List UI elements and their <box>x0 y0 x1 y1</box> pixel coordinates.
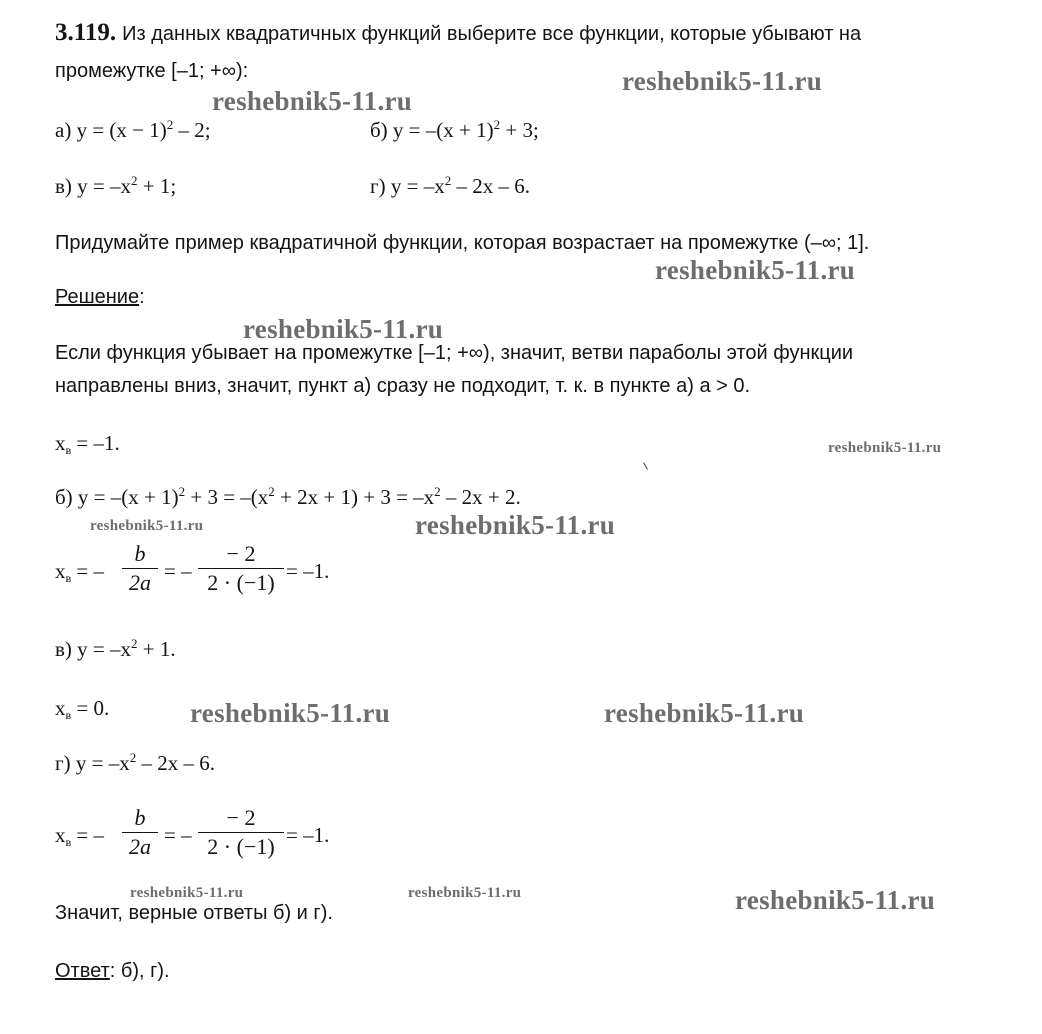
problem-statement-line2: промежутке [–1; +∞): <box>55 60 249 82</box>
solution-b-line: б) $у = -(x + 1)^2 + 3 = -(x^2 + 2x + 1) + 3 = -x^2 - 2x + 2$. <box>55 484 521 509</box>
answer: Ответ: б), г). <box>55 960 170 982</box>
watermark: reshebnik5-11.ru <box>604 698 805 728</box>
vertex-formula-2-result: = –1. <box>286 823 330 847</box>
solution-g-line: г) $у = -x^2 - 2x - 6$. <box>55 750 215 775</box>
fraction-numeric-1: $\frac{- 2}{2 \cdot (-1)}$ <box>198 540 284 597</box>
watermark: reshebnik5-11.ru <box>408 885 522 901</box>
watermark: reshebnik5-11.ru <box>828 440 942 456</box>
extra-task: Придумайте пример квадратичной функции, которая возрастает на промежутке (–∞; 1]. <box>55 232 870 254</box>
problem-statement-line1 <box>55 20 861 47</box>
watermark: reshebnik5-11.ru <box>415 510 616 540</box>
solution-paragraph-line2: направлены вниз, значит, пункт а) сразу не подходит, т. к. в пункте а) a > 0. <box>55 375 751 397</box>
watermark: reshebnik5-11.ru <box>190 698 391 728</box>
vertex-formula-1-result: = –1. <box>286 559 330 583</box>
watermark: reshebnik5-11.ru <box>90 518 204 534</box>
vertex-a: $x_в = -1$. <box>55 431 120 457</box>
option-b: б) $у = -(x + 1)^2 + 3$; <box>370 117 539 142</box>
fraction-b-over-2a-1: $\frac{b}{2a}$ <box>122 540 158 597</box>
option-a: а) $у = (x - 1)^2 - 2$; <box>55 117 211 142</box>
watermark: reshebnik5-11.ru <box>212 86 413 116</box>
watermark: reshebnik5-11.ru <box>622 66 823 96</box>
watermark: reshebnik5-11.ru <box>130 885 244 901</box>
stray-mark <box>643 462 648 469</box>
solution-heading: Решение: <box>55 286 145 308</box>
problem-text: Из данных квадратичных функций выберите все функции, которые убывают на <box>122 23 862 45</box>
fraction-numeric-2: $\frac{- 2}{2 \cdot (-1)}$ <box>198 804 284 861</box>
vertex-formula-2-eq: = – <box>164 823 192 847</box>
vertex-formula-1-eq: = – <box>164 559 192 583</box>
solution-paragraph-line1: Если функция убывает на промежутке [–1; +∞), значит, ветви параболы этой функции <box>55 342 854 364</box>
option-v: в) $у = -x^2 + 1$; <box>55 173 177 198</box>
watermark: reshebnik5-11.ru <box>735 885 936 915</box>
problem-number: 3.119. <box>55 19 117 46</box>
fraction-b-over-2a-2: $\frac{b}{2a}$ <box>122 804 158 861</box>
watermark: reshebnik5-11.ru <box>655 255 856 285</box>
vertex-formula-1-lhs: $x_в$ = – <box>55 559 105 585</box>
vertex-v: $x_в = 0$. <box>55 696 110 722</box>
solution-v-line: в) $у = -x^2 + 1$. <box>55 636 176 661</box>
vertex-formula-2-lhs: $x_в$ = – <box>55 823 105 849</box>
conclusion: Значит, верные ответы б) и г). <box>55 902 333 924</box>
option-g: г) $у = -x^2 - 2x - 6$. <box>370 173 530 198</box>
watermark: reshebnik5-11.ru <box>243 314 444 344</box>
